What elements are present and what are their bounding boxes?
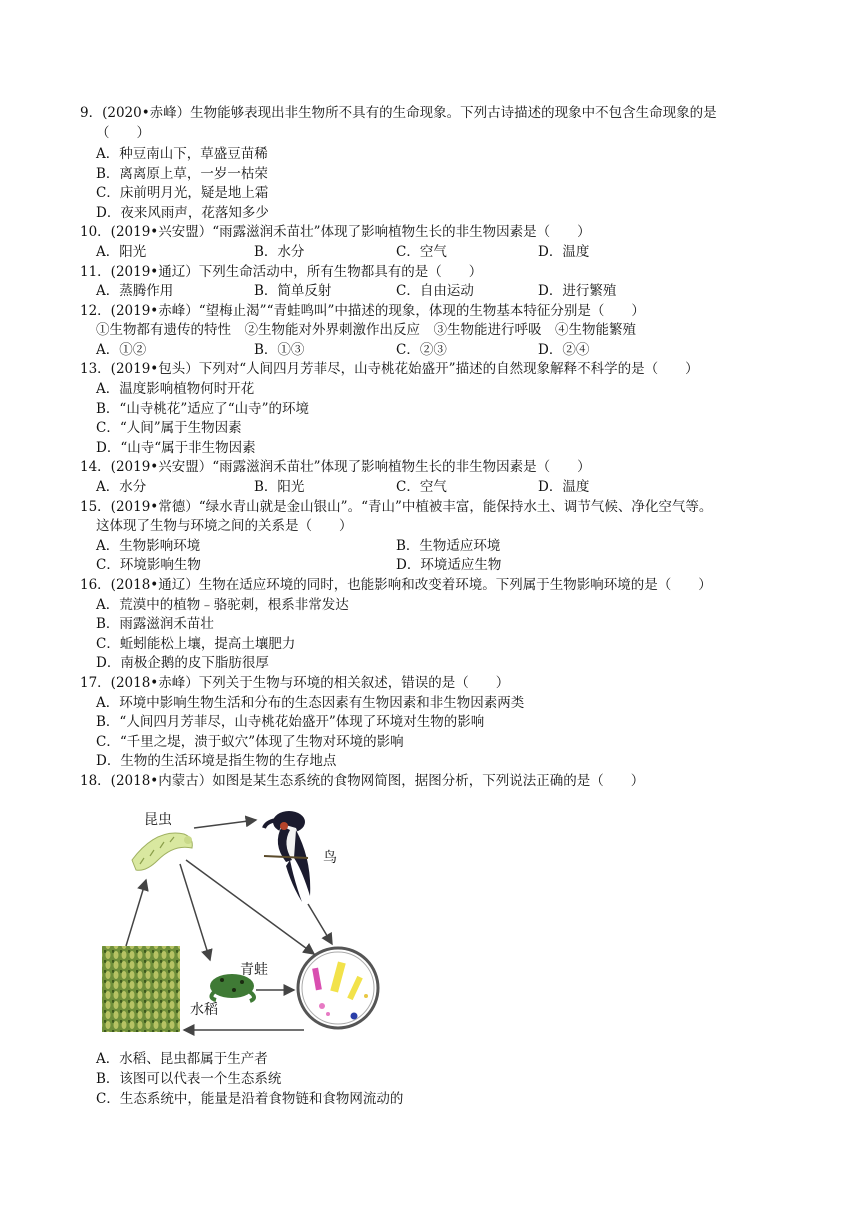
question-15-option-c: C．环境影响生物 <box>96 557 201 573</box>
question-16-option-d: D．南极企鹅的皮下脂肪很厚 <box>96 655 269 671</box>
arrow-insect-to-decomposer <box>186 860 314 954</box>
question-13-option-a: A．温度影响植物何时开花 <box>96 381 255 397</box>
question-17-option-b: B．“人间四月芳菲尽，山寺桃花始盛开”体现了环境对生物的影响 <box>96 714 485 730</box>
arrow-insect-to-bird <box>194 820 256 828</box>
label-rice: 水稻 <box>190 1002 218 1018</box>
question-16-option-a: A．荒漠中的植物﹣骆驼刺，根系非常发达 <box>96 597 349 613</box>
question-12-option-b: B．①③ <box>254 342 305 358</box>
question-14-stem: 14．(2019•兴安盟）“雨露滋润禾苗壮”体现了影响植物生长的非生物因素是（ ） <box>80 459 591 475</box>
question-17-stem: 17．(2018•赤峰）下列关于生物与环境的相关叙述，错误的是（ ） <box>80 675 510 691</box>
rice-image <box>102 946 180 1032</box>
question-18-stem: 18．(2018•内蒙古）如图是某生态系统的食物网简图，据图分析，下列说法正确的是（ ） <box>80 773 645 789</box>
arrow-rice-to-insect <box>126 880 146 946</box>
question-17-option-a: A．环境中影响生物生活和分布的生态因素有生物因素和非生物因素两类 <box>96 695 525 711</box>
label-frog: 青蛙 <box>240 962 268 978</box>
arrow-insect-to-frog <box>180 864 210 960</box>
question-17-option-c: C．“千里之堤，溃于蚁穴”体现了生物对环境的影响 <box>96 734 404 750</box>
question-9-blank: （ ） <box>96 125 150 141</box>
question-9-option-c: C．床前明月光，疑是地上霜 <box>96 185 269 201</box>
question-15-option-a: A．生物影响环境 <box>96 538 201 554</box>
question-16-option-b: B．雨露滋润禾苗壮 <box>96 616 214 632</box>
question-11-option-d: D．进行繁殖 <box>538 283 617 299</box>
question-16-option-c: C．蚯蚓能松上壤，提高土壤肥力 <box>96 636 296 652</box>
question-10-option-a: A．阳光 <box>96 244 147 260</box>
question-11-option-a: A．蒸腾作用 <box>96 283 174 299</box>
question-15-stem-continued: 这体现了生物与环境之间的关系是（ ） <box>96 518 353 534</box>
question-14-option-c: C．空气 <box>396 479 447 495</box>
question-15-option-b: B．生物适应环境 <box>396 538 501 554</box>
food-web-figure <box>96 800 396 1042</box>
question-11-stem: 11．(2019•通辽）下列生命活动中，所有生物都具有的是（ ） <box>80 264 483 280</box>
label-bird: 鸟 <box>323 850 337 866</box>
question-10-option-b: B．水分 <box>254 244 305 260</box>
question-14-option-d: D．温度 <box>538 479 590 495</box>
question-18-option-b: B．该图可以代表一个生态系统 <box>96 1071 282 1087</box>
frog-image <box>210 974 254 1001</box>
question-17-option-d: D．生物的生活环境是指生物的生存地点 <box>96 753 337 769</box>
question-9-option-b: B．离离原上草，一岁一枯荣 <box>96 166 268 182</box>
question-10-stem: 10．(2019•兴安盟）“雨露滋润禾苗壮”体现了影响植物生长的非生物因素是（ ） <box>80 224 591 240</box>
question-10-option-c: C．空气 <box>396 244 447 260</box>
question-13-option-d: D．“山寺“属于非生物因素 <box>96 440 256 456</box>
question-12-stem: 12．(2019•赤峰）“望梅止渴”“青蛙鸣叫”中描述的现象，体现的生物基本特征分别是（ ） <box>80 303 645 319</box>
question-13-option-c: C．“人间”属于生物因素 <box>96 420 242 436</box>
question-12-option-d: D．②④ <box>538 342 590 358</box>
question-15-option-d: D．环境适应生物 <box>396 557 502 573</box>
decomposer-image <box>298 948 378 1028</box>
bird-image <box>264 811 310 902</box>
question-10-option-d: D．温度 <box>538 244 590 260</box>
question-12-option-a: A．①② <box>96 342 147 358</box>
question-13-stem: 13．(2019•包头）下列对“人间四月芳菲尽，山寺桃花始盛开”描述的自然现象解释不科学的是（ ） <box>80 361 699 377</box>
question-14-option-a: A．水分 <box>96 479 147 495</box>
question-12-statements: ①生物都有遗传的特性 ②生物能对外界刺激作出反应 ③生物能进行呼吸 ④生物能繁殖 <box>96 322 636 338</box>
question-9-option-a: A．种豆南山下，草盛豆苗稀 <box>96 146 268 162</box>
question-15-stem: 15．(2019•常德）“绿水青山就是金山银山”。“青山”中植被丰富，能保持水土、调节气候、净化空气等。 <box>80 499 713 515</box>
question-16-stem: 16．(2018•通辽）生物在适应环境的同时，也能影响和改变着环境。下列属于生物影响环境的是（ ） <box>80 577 712 593</box>
insect-image <box>132 833 192 870</box>
label-insect: 昆虫 <box>144 812 172 828</box>
question-14-option-b: B．阳光 <box>254 479 305 495</box>
question-11-option-c: C．自由运动 <box>396 283 474 299</box>
arrow-bird-to-decomposer <box>308 904 332 944</box>
question-12-option-c: C．②③ <box>396 342 447 358</box>
question-9-option-d: D．夜来风雨声，花落知多少 <box>96 205 269 221</box>
question-9-stem: 9．(2020•赤峰）生物能够表现出非生物所不具有的生命现象。下列古诗描述的现象中不包含生命现象的是 <box>80 105 717 121</box>
question-13-option-b: B．“山寺桃花”适应了“山寺”的环境 <box>96 401 310 417</box>
question-18-option-c: C．生态系统中，能量是沿着食物链和食物网流动的 <box>96 1091 404 1107</box>
question-18-option-a: A．水稻、昆虫都属于生产者 <box>96 1051 268 1067</box>
question-11-option-b: B．简单反射 <box>254 283 332 299</box>
